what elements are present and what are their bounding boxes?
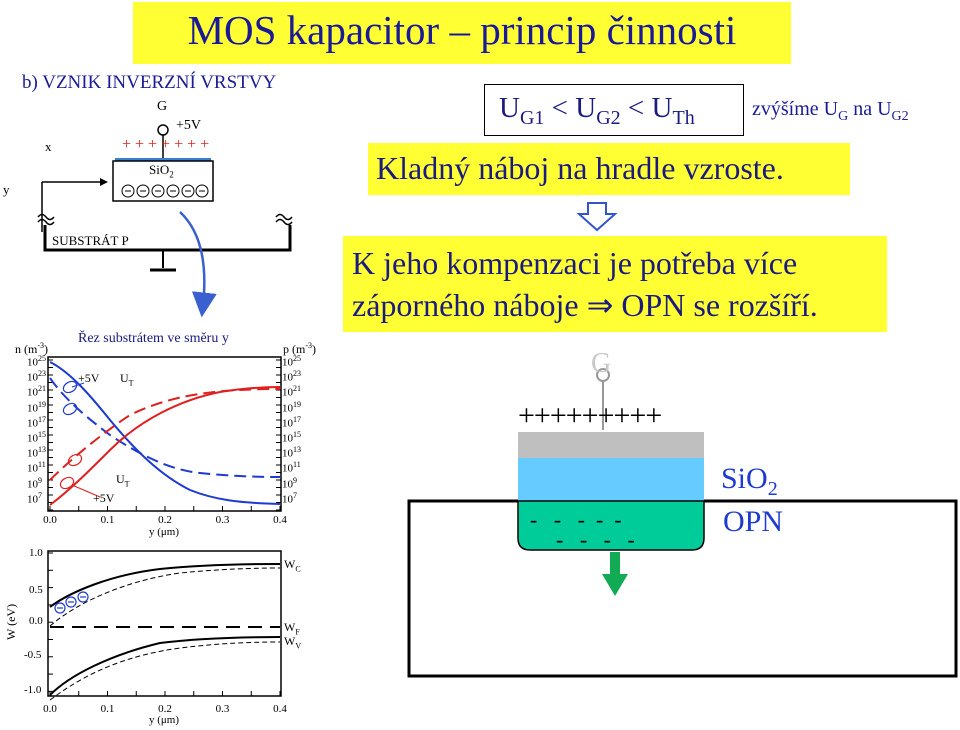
carrier-xtick: 0.1 [100,514,115,526]
carrier-ytick-left: $10^{15}$ [27,430,46,445]
band-xtick: 0.3 [215,703,230,715]
carrier-ytick-left: $10^{11}$ [27,460,46,476]
down-arrow-icon [579,203,615,230]
section-subtitle: b) VZNIK INVERZNÍ VRSTVY [22,72,277,93]
carrier-plot-title: Řez substrátem ve směru y [78,331,229,346]
band-ytick: 1.0 [29,547,43,559]
carrier-ytick-right: $10^7$ [282,490,297,506]
carrier-ytick-left: $10^7$ [27,490,42,506]
carrier-ytick-right: $10^{11}$ [282,460,301,476]
carrier-ytick-right: $10^{21}$ [282,384,301,400]
band-xtick: 0.1 [100,703,115,715]
band-ytick: -1.0 [24,684,42,696]
statement1-text: Kladný náboj na hradle vzroste. [376,150,784,186]
band-xtick: 0.0 [43,703,57,715]
carrier-ytick-right: $10^9$ [282,475,297,491]
right-charges-row2: - - - - [556,527,635,552]
carrier-ytick-left: $10^{25}$ [27,354,46,369]
right-mos-diagram [409,369,956,676]
carrier-ytick-left: $10^{23}$ [27,369,46,384]
condition-rhs: zvýšíme $U_G$ na $U_{G2}$ [752,98,909,124]
carrier-ytick-left: $10^{13}$ [27,445,46,460]
gate-charges: + + + + + + + [122,136,210,153]
level-wc: $W_C$ [284,557,301,574]
band-xtick: 0.2 [158,703,172,715]
carrier-xtick: 0.3 [215,514,230,526]
carrier-ytick-left: $10^{19}$ [27,399,46,415]
oxide-label: SiO$_2$ [149,162,174,180]
carrier-xtick: 0.4 [273,514,287,526]
statement2-line1: K jeho kompenzaci je potřeba více [352,245,798,281]
right-opn-label: OPN [723,505,784,538]
level-wv: $W_V$ [284,634,302,651]
axis-x-label: x [45,139,52,154]
carrier-x-label: y (μm) [149,526,180,538]
band-ytick: 0.5 [29,584,43,596]
condition-lhs: $U_{G1} < U_{G2} < U_{Th}$ [499,92,695,129]
band-y-label: W (eV) [4,603,18,640]
carrier-ytick-right: $10^{13}$ [282,445,301,460]
carrier-ytick-left: $10^{21}$ [27,384,46,400]
right-oxide-label: SiO$_2$ [721,462,778,500]
right-gate-label: G [591,348,612,379]
page-title: MOS kapacitor – princip činnosti [187,7,737,53]
carrier-left-axis-label: n $(m^{-3})$ [15,341,49,356]
band-ytick: -0.5 [24,649,42,661]
statement2-line2: záporného náboje ⇒ OPN se rozšíří. [352,287,818,323]
band-plot [48,551,281,700]
annotation-v-bottom: +5V [93,491,115,505]
carrier-ytick-left: $10^9$ [27,475,42,491]
right-gate-charges: +++++++++ [518,399,662,432]
carrier-ytick-left: $10^{17}$ [27,414,46,430]
substrate-label: SUBSTRÁT P [52,233,129,248]
gate-voltage: +5V [176,118,202,133]
annotation-ut-top: $U_T$ [120,371,134,388]
annotation-ut-bottom: $U_T$ [116,472,130,489]
annotation-v-top: +5V [78,371,100,385]
carrier-ytick-right: $10^{25}$ [282,354,301,369]
axis-y-label: y [3,182,10,197]
right-charges-row1: - - - - - [530,507,622,532]
carrier-ytick-right: $10^{15}$ [282,430,301,445]
carrier-xtick: 0.0 [43,514,57,526]
level-wf: $W_F$ [284,620,300,637]
band-ytick: 0.0 [29,615,43,627]
band-xtick: 0.4 [273,703,287,715]
carrier-ytick-right: $10^{17}$ [282,414,301,430]
gate-label: G [157,99,168,114]
carrier-right-axis-label: p $(m^{-3})$ [283,341,317,356]
carrier-xtick: 0.2 [158,514,172,526]
band-x-label: y (μm) [149,714,180,726]
carrier-ytick-right: $10^{23}$ [282,369,301,384]
carrier-ytick-right: $10^{19}$ [282,399,301,415]
